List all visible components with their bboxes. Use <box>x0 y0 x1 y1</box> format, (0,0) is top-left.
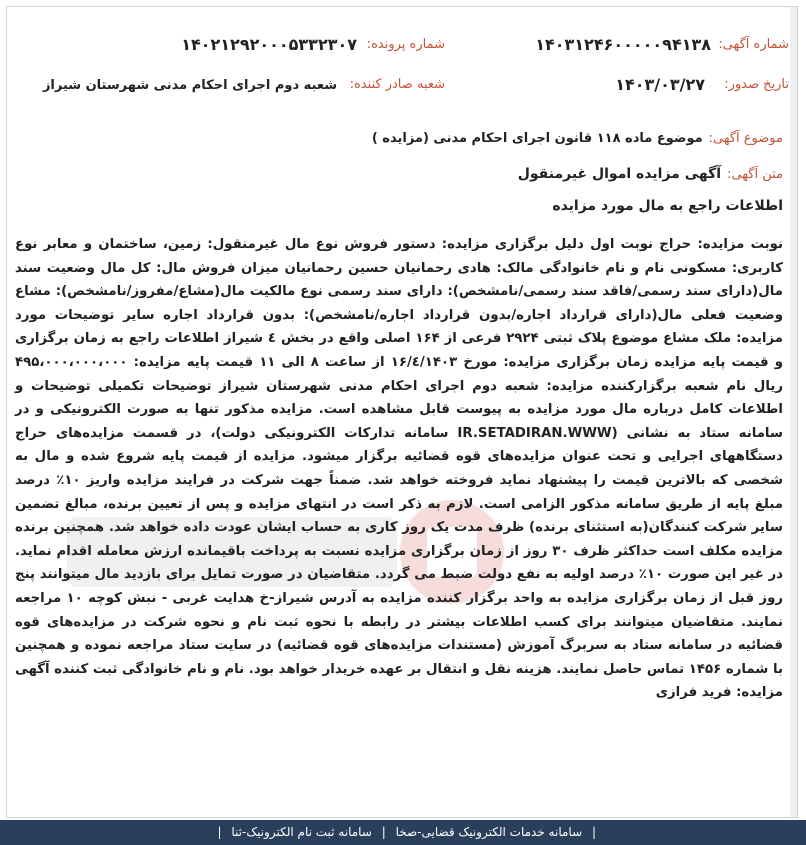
ad-title: آگهی مزایده اموال غیرمنقول <box>517 166 722 182</box>
case-number-value: ۱۴۰۲۱۲۹۲۰۰۰۵۳۳۲۳۰۷ <box>181 35 357 54</box>
subject-value: موضوع ماده ۱۱۸ قانون اجرای احکام مدنی (مزایده ) <box>371 131 703 146</box>
footer-separator: | <box>591 825 596 839</box>
ad-number-label: شماره آگهی: <box>718 37 789 52</box>
announcement-body: نوبت مزایده: حراج نوبت اول دلیل برگزاری مزایده: دستور فروش نوع مال غیرمنقول: زمین، ساختمان و معابر نوع کاربری: مسکونی نام و نام خانوادگی مالک: هادی رحمانیان حسین رحمانیان میزان فروش مال: کل مال وضعیت سند مال(دارای سند رسمی/فاقد سند رسمی/نامشخص): دارای سند رسمی نوع مالکیت مال(مشاع/مفروز/نامشخص): مشاع وضعیت فعلی مال(دارای قرارداد اجاره/بدون قرارداد اجاره/نامشخص): بدون قرارداد اجاره سایر توضیحات مورد مزایده: ملک مشاع موضوع پلاک ثبتی ۲۹۲۴ فرعی از ۱۶۴ اصلی واقع در بخش ٤ شیراز اطلاعات راجع به زمان برگزاری و قیمت پایه مزایده زمان برگزاری مزایده: مورخ ۱۶/٤/۱۴۰۳ از ساعت ۸ الی ۱۱ قیمت پایه مزایده: ۴۹۵،۰۰۰،۰۰۰،۰۰۰ ریال نام شعبه برگزارکننده مزایده: شعبه دوم اجرای احکام مدنی شهرستان شیراز توضیحات تکمیلی توضیحات و اطلاعات کامل درباره مال مورد مزایده به پیوست قابل مشاهده است. مزایده مذکور تنها به صورت الکترونیکی و در سامانه ستاد به نشانی (IR.SETADIRAN.WWW سامانه تدارکات الکترونیکی دولت)، در قسمت مزایده‌های حراج دستگاههای اجرایی و تحت عنوان مزایده‌های قوه قضائیه برگزار میشود. مزایده از قیمت پایه شروع شده و مال به شخصی که بالاترین قیمت را پیشنهاد نماید فروخته خواهد شد. ضمناً جهت شرکت در فرایند مزایده واریز ۱۰٪ درصد مبلغ پایه از طریق سامانه مذکور الزامی است. لازم به ذکر است در انتهای مزایده و پس از تعیین برنده، مبالغ تضمین سایر شرکت کنندگان(به استثنای برنده) ظرف مدت یک روز کاری به حساب ایشان عودت داده خواهد شد. همچنین برنده مزایده مکلف است حداکثر ظرف ۳۰ روز از زمان برگزاری مزایده نسبت به پرداخت باقیمانده ارزش معامله اقدام نماید. در غیر این صورت ۱۰٪ درصد اولیه به نفع دولت ضبط می گردد. متقاضیان در صورت تمایل برای بازدید مال میتوانند پنج روز قبل از زمان برگزاری مزایده به واحد برگزار کننده مزایده به آدرس شیراز-خ هدایت غربی - نبش کوچه ۱۰ مراجعه نمایند. متقاضیان میتوانند برای کسب اطلاعات بیشتر در رابطه با نحوه ثبت نام و نحوه شرکت در مزایده‌های قوه قضائیه در سامانه ستاد به سربرگ آموزش (مستندات مزایده‌های قوه قضائیه) در سایت ستاد مراجعه نموده و همچنین با شماره ۱۴۵۶ تماس حاصل نمایند. هزینه نقل و انتقال بر عهده خریدار خواهد بود. نام و نام خانوادگی ثبت کننده آگهی مزایده: فرید فرازی <box>15 237 783 701</box>
issue-date-value: ۱۴۰۳/۰۳/۲۷ <box>615 75 705 94</box>
scrollbar[interactable] <box>790 7 797 818</box>
issuer-value: شعبه دوم اجرای احکام مدنی شهرستان شیراز <box>42 78 337 93</box>
footer-links <box>218 825 596 839</box>
subject-label: موضوع آگهی: <box>708 131 783 146</box>
footer-link-sana[interactable]: سامانه ثبت نام الکترونیک-ثنا <box>231 825 372 839</box>
footer-link-sakha[interactable]: سامانه خدمات الکترونیک قضایی-صخا <box>395 825 583 839</box>
ad-text-label: متن آگهی: <box>727 167 783 182</box>
issuer-label: شعبه صادر کننده: <box>349 77 445 92</box>
footer-separator: | <box>381 825 386 839</box>
title-row <box>518 163 783 182</box>
case-number-label: شماره پرونده: <box>366 37 445 52</box>
ad-number-value: ۱۴۰۳۱۲۴۶۰۰۰۰۰۹۴۱۳۸ <box>535 35 711 54</box>
subject-row <box>372 127 783 146</box>
issue-date-label: تاریخ صدور: <box>724 77 789 92</box>
footer-separator: | <box>217 825 222 839</box>
footer-bar <box>0 820 806 845</box>
section-heading: اطلاعات راجع به مال مورد مزایده <box>552 198 783 214</box>
announcement-panel <box>6 6 798 818</box>
